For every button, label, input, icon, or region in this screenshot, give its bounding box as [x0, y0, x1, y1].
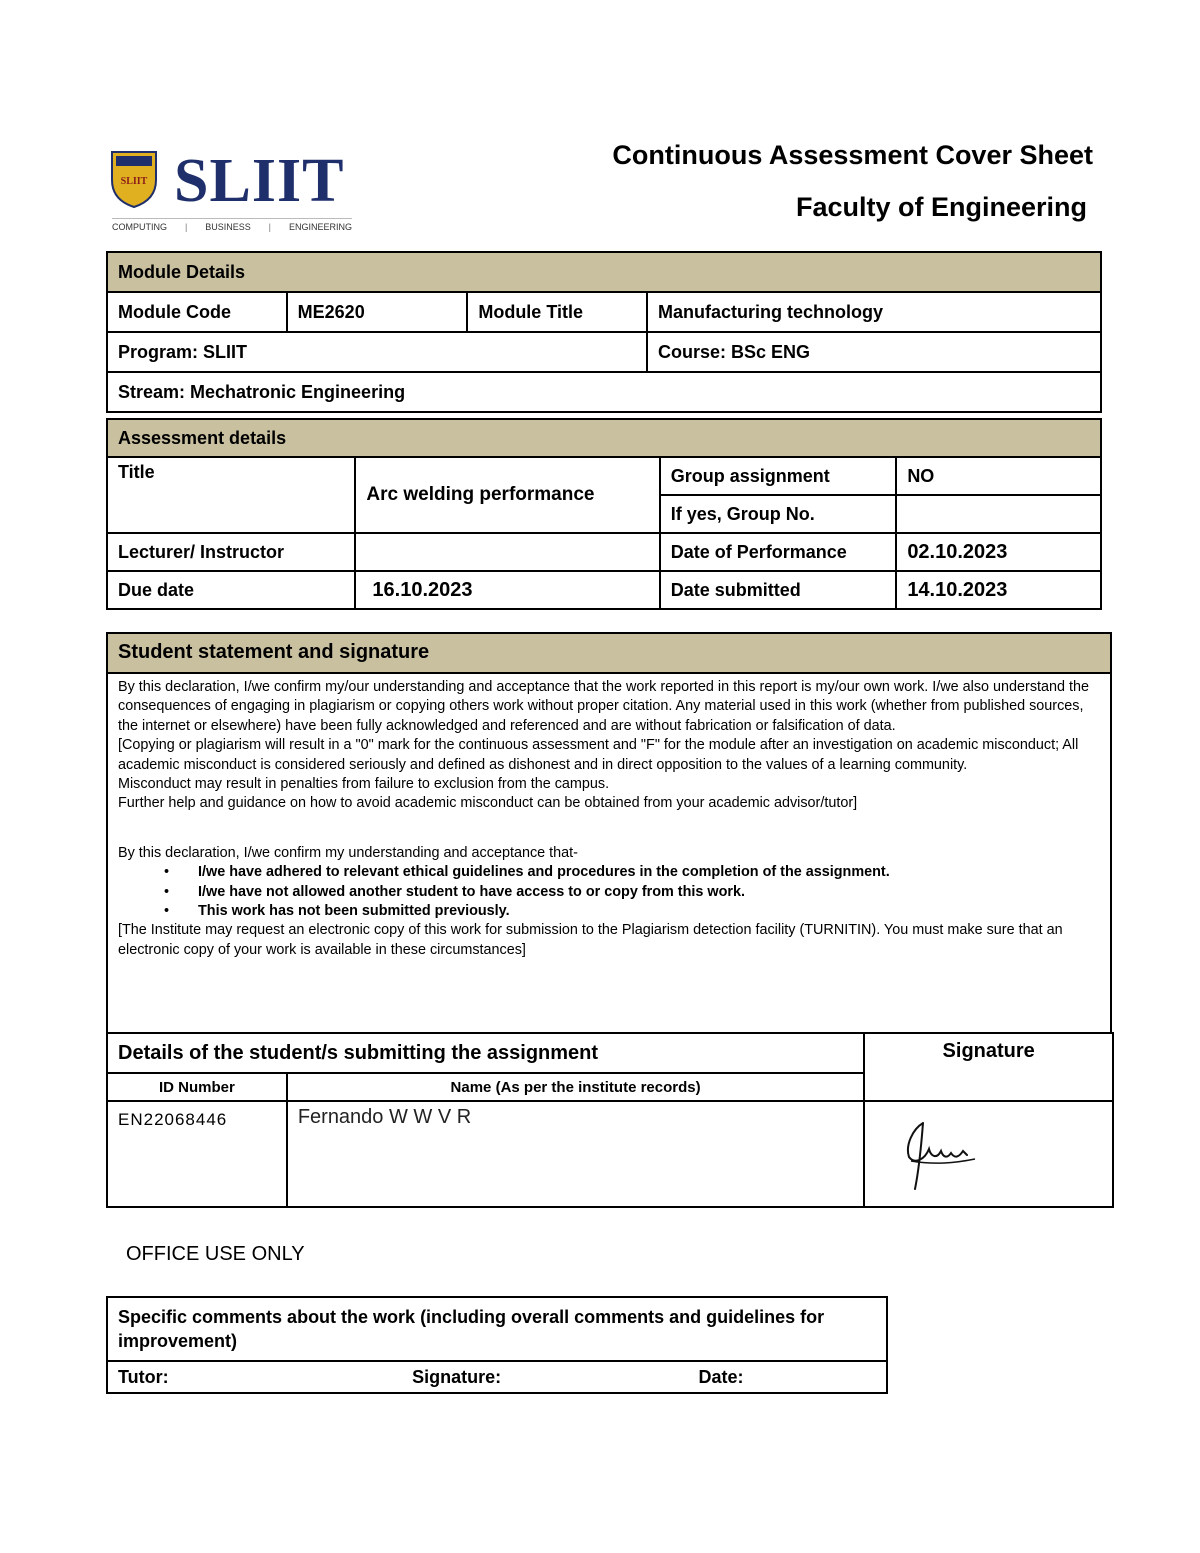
module-details-table	[106, 251, 1102, 413]
office-use-label: OFFICE USE ONLY	[126, 1243, 305, 1265]
title-label: Title	[107, 457, 355, 533]
comments-cell: Specific comments about the work (including overall comments and guidelines for improvement)	[107, 1297, 887, 1361]
module-code-label: Module Code	[107, 292, 287, 332]
signature-cell	[864, 1101, 1113, 1207]
id-number-header: ID Number	[107, 1073, 287, 1101]
statement-heading: Student statement and signature	[108, 634, 1110, 674]
performance-date-label: Date of Performance	[660, 533, 897, 571]
date-submitted-label: Date submitted	[660, 571, 897, 609]
student-details-heading: Details of the student/s submitting the assignment	[107, 1033, 864, 1073]
office-signature-label: Signature:	[402, 1361, 688, 1393]
due-date-label: Due date	[107, 571, 355, 609]
student-name: Fernando W W V R	[287, 1101, 865, 1207]
assessment-details-table	[106, 418, 1102, 610]
statement-para-2: [Copying or plagiarism will result in a "0" mark for the continuous assessment and "F" for the module after an investigation on academic misconduct; All academic misconduct is considered seriously and defined as dishonest and in direct opposition to the values of a learning community.	[118, 737, 1079, 773]
module-details-heading: Module Details	[107, 252, 1101, 292]
due-date-value: 16.10.2023	[355, 571, 659, 609]
statement-para-1: By this declaration, I/we confirm my/our understanding and acceptance that the work reported in this report is my/our own work. I/we also understand the consequences of engaging in plagiarism or copying others work without proper citation. Any material used in this work (whether from published sources, the internet or elsewhere) have been fully acknowledged and referenced and are without fabrication or falsification of data.	[118, 679, 1090, 734]
module-title-value: Manufacturing technology	[647, 292, 1101, 332]
statement-para-6: [The Institute may request an electronic copy of this work for submission to the Plagiarism detection facility (TURNITIN). You must make sure that an electronic copy of your work is available in these circumstances]	[118, 922, 1063, 958]
logo-wordmark: SLIIT	[174, 147, 345, 215]
program-cell: Program: SLIIT	[107, 332, 647, 372]
tagline-business: BUSINESS	[205, 222, 251, 232]
statement-para-5: By this declaration, I/we confirm my understanding and acceptance that-	[118, 844, 578, 861]
group-no-value	[896, 495, 1101, 533]
date-submitted-value: 14.10.2023	[896, 571, 1101, 609]
tagline-engineering: ENGINEERING	[288, 222, 352, 232]
title-value: Arc welding performance	[355, 457, 659, 533]
statement-bullet: • I/we have adhered to relevant ethical guidelines and procedures in the completion of the assignment.	[198, 863, 1100, 882]
student-id: EN22068446	[107, 1101, 287, 1207]
sliit-logo	[108, 148, 354, 236]
name-header: Name (As per the institute records)	[287, 1073, 865, 1101]
student-details-table	[106, 1032, 1114, 1208]
signature-image	[885, 1109, 985, 1195]
signature-heading: Signature	[864, 1033, 1113, 1101]
statement-bullet: • This work has not been submitted previously.	[198, 902, 1100, 921]
statement-bullet: • I/we have not allowed another student to have access to or copy from this work.	[198, 883, 1100, 902]
faculty-title: Faculty of Engineering	[795, 192, 1087, 222]
crest-icon	[110, 150, 158, 208]
lecturer-label: Lecturer/ Instructor	[107, 533, 355, 571]
crest-text: SLIIT	[120, 176, 148, 187]
stream-cell: Stream: Mechatronic Engineering	[107, 372, 1101, 412]
page-title: Continuous Assessment Cover Sheet	[612, 140, 1093, 170]
tagline-computing: COMPUTING	[112, 222, 167, 232]
module-code-value: ME2620	[287, 292, 468, 332]
office-use-table	[106, 1296, 888, 1394]
course-cell: Course: BSc ENG	[647, 332, 1101, 372]
performance-date-value: 02.10.2023	[896, 533, 1101, 571]
assessment-details-heading: Assessment details	[107, 419, 1101, 457]
lecturer-value	[355, 533, 659, 571]
module-title-label: Module Title	[467, 292, 647, 332]
office-date-label: Date:	[688, 1361, 887, 1393]
statement-body	[108, 674, 1110, 960]
group-no-label: If yes, Group No.	[660, 495, 897, 533]
statement-bullets	[118, 863, 1100, 921]
group-assignment-label: Group assignment	[660, 457, 897, 495]
tutor-label: Tutor:	[107, 1361, 402, 1393]
group-assignment-value: NO	[896, 457, 1101, 495]
student-statement-box	[106, 632, 1112, 1034]
logo-tagline: COMPUTING | BUSINESS | ENGINEERING	[112, 218, 352, 232]
statement-para-4: Further help and guidance on how to avoid academic misconduct can be obtained from your academic advisor/tutor]	[118, 795, 858, 812]
statement-para-3: Misconduct may result in penalties from failure to exclusion from the campus.	[118, 776, 610, 793]
